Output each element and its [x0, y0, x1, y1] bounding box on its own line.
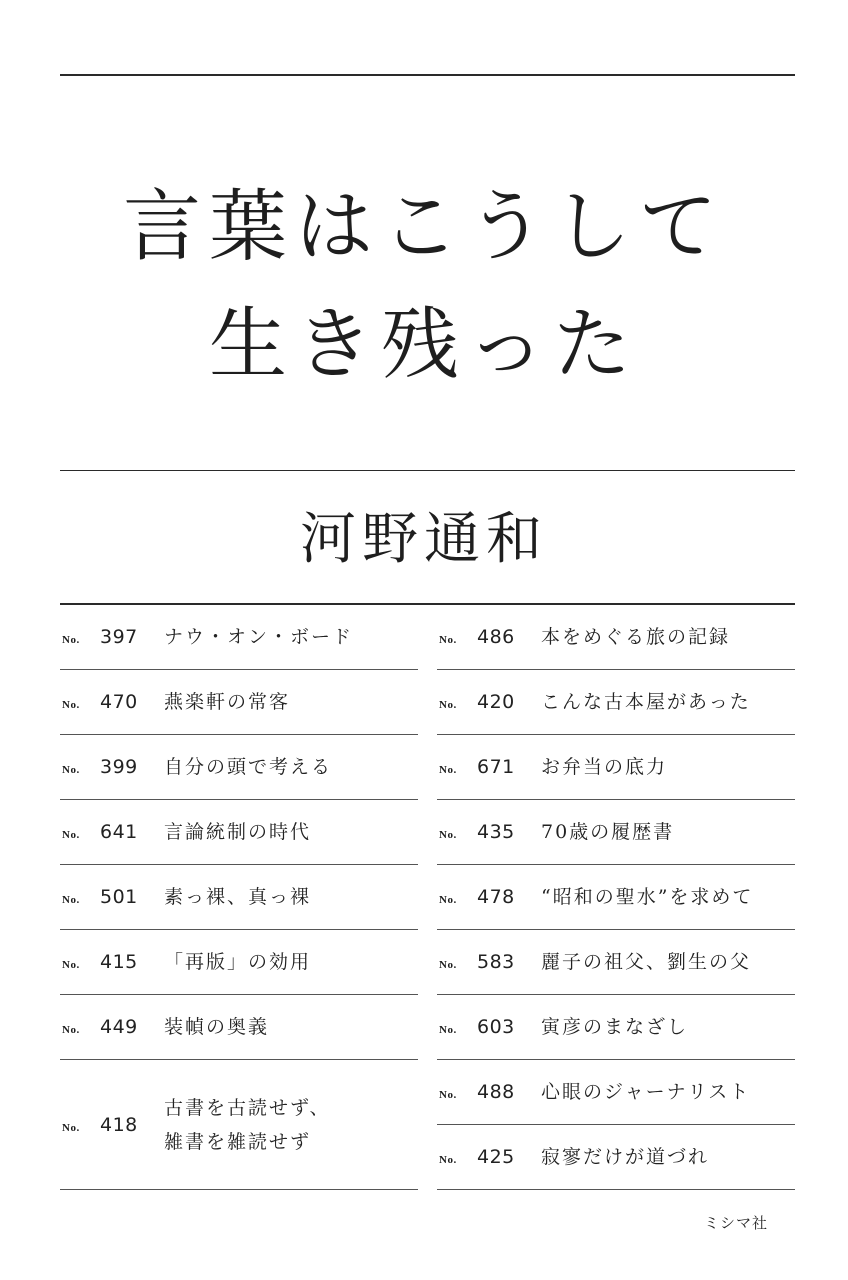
toc-title: お弁当の底力 [541, 756, 668, 778]
toc-item [60, 995, 418, 1060]
toc-number: 418 [100, 1113, 138, 1136]
toc-number: 486 [477, 626, 515, 648]
toc-title: 心眼のジャーナリスト [541, 1081, 751, 1103]
author-name: 河野通和 [300, 507, 548, 572]
toc-item [437, 865, 795, 930]
toc-title: 本をめぐる旅の記録 [541, 626, 731, 648]
publisher-name: ミシマ社 [704, 1214, 769, 1232]
toc-number-prefix: No. [439, 699, 457, 711]
toc-title: 麗子の祖父、劉生の父 [541, 951, 752, 973]
toc-number-prefix: No. [62, 1024, 80, 1036]
toc-title: 自分の頭で考える [164, 756, 333, 778]
toc-title: 言論統制の時代 [164, 821, 312, 843]
toc-item [60, 735, 418, 800]
toc-title: “昭和の聖水”を求めて [541, 886, 754, 908]
toc-item [437, 605, 795, 670]
toc-title-line: 雑書を雑読せず [164, 1130, 312, 1153]
toc-number: 449 [100, 1016, 138, 1038]
toc-title [164, 1091, 330, 1159]
toc-title: 装幀の奥義 [164, 1016, 270, 1038]
book-title [0, 168, 848, 404]
toc-number-prefix: No. [439, 1089, 457, 1101]
toc-item [437, 800, 795, 865]
toc-title: ナウ・オン・ボード [164, 626, 354, 648]
toc-number-prefix: No. [62, 894, 80, 906]
toc-title: 素っ裸、真っ裸 [164, 886, 312, 908]
toc-column-left [60, 605, 418, 1190]
toc-number-prefix: No. [62, 829, 80, 841]
toc-number: 399 [100, 756, 138, 778]
book-title-line: 生き残った [208, 300, 639, 390]
toc-number-prefix: No. [62, 764, 80, 776]
toc-item [60, 930, 418, 995]
title-divider [60, 470, 795, 471]
toc-number-prefix: No. [439, 764, 457, 776]
toc-number-prefix: No. [439, 1024, 457, 1036]
toc-number-prefix: No. [62, 959, 80, 971]
toc-number-prefix: No. [439, 959, 457, 971]
toc-item [60, 800, 418, 865]
toc-item [60, 605, 418, 670]
toc-item [437, 1060, 795, 1125]
toc-number: 397 [100, 626, 138, 648]
toc-number: 603 [477, 1016, 515, 1038]
toc-number: 435 [477, 821, 515, 843]
toc-item [437, 670, 795, 735]
toc-number-prefix: No. [62, 634, 80, 646]
toc-number: 425 [477, 1146, 515, 1168]
toc-number-prefix: No. [439, 1154, 457, 1166]
toc-item [60, 670, 418, 735]
toc-number-prefix: No. [439, 634, 457, 646]
toc-item [437, 1125, 795, 1190]
toc-number: 470 [100, 691, 138, 713]
toc-number: 671 [477, 756, 515, 778]
toc-number-prefix: No. [439, 829, 457, 841]
toc-number: 488 [477, 1081, 515, 1103]
toc-number-prefix: No. [62, 1121, 80, 1134]
toc-number: 583 [477, 951, 515, 973]
toc-number-prefix: No. [62, 699, 80, 711]
toc-number: 501 [100, 886, 138, 908]
toc-title-line: 古書を古読せず、 [164, 1096, 331, 1119]
toc-number-prefix: No. [439, 894, 457, 906]
toc-title: 寂寥だけが道づれ [541, 1146, 710, 1168]
top-rule [60, 74, 795, 76]
toc-title: 寅彦のまなざし [541, 1016, 689, 1038]
toc-item [437, 995, 795, 1060]
toc-number: 641 [100, 821, 138, 843]
toc-item [437, 735, 795, 800]
toc-item [60, 1060, 418, 1190]
book-title-line: 言葉はこうして [122, 182, 725, 272]
toc-title: こんな古本屋があった [541, 691, 751, 713]
toc-item [60, 865, 418, 930]
toc-title: 燕楽軒の常客 [164, 691, 291, 713]
toc-title: 70歳の履歴書 [541, 821, 675, 843]
toc-number: 478 [477, 886, 515, 908]
toc-number: 415 [100, 951, 138, 973]
toc-number: 420 [477, 691, 515, 713]
toc-column-right [437, 605, 795, 1190]
toc-title: 「再版」の効用 [164, 951, 312, 973]
toc-item [437, 930, 795, 995]
